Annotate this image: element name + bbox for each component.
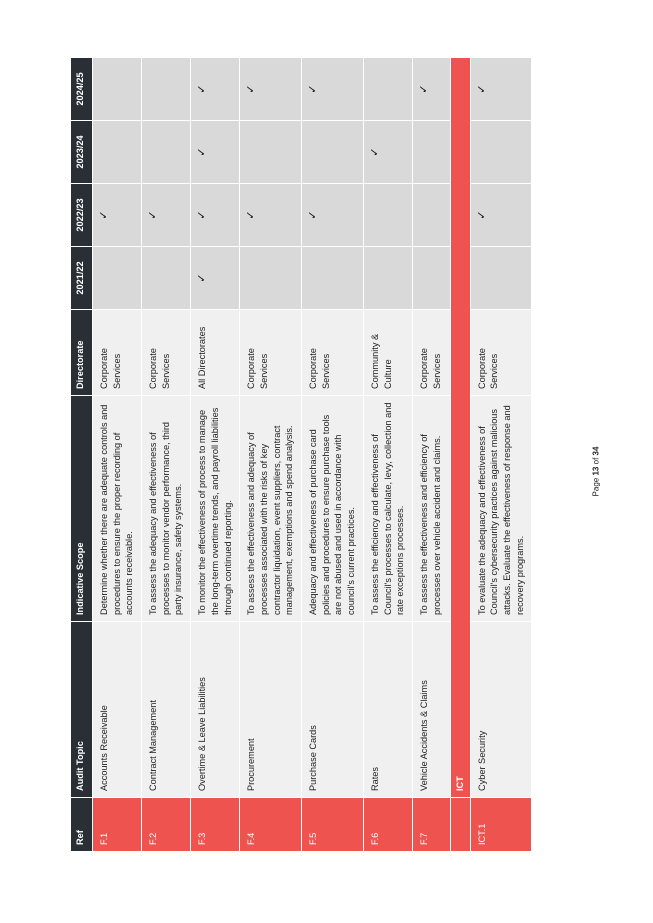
topic-cell: Overtime & Leave Liabilities — [191, 622, 240, 798]
year-cell — [363, 121, 412, 184]
year-cell — [93, 58, 142, 121]
topic-cell: Vehicle Accidents & Claims — [413, 622, 451, 798]
directorate-cell: All Directorates — [191, 310, 240, 396]
col-header-year: 2023/24 — [71, 121, 93, 184]
year-cell — [470, 247, 532, 310]
year-cell — [191, 58, 240, 121]
tick-icon: ✓ — [98, 210, 110, 220]
table-row — [301, 58, 363, 852]
col-header-year: 2021/22 — [71, 247, 93, 310]
tick-icon: ✓ — [245, 84, 258, 94]
scope-cell: To assess the effectiveness and adequacy of processes associated with the risks of key contractor liquidation, event suppliers, contract management, exemptions and spend analysis. — [240, 396, 302, 622]
tick-icon: ✓ — [196, 273, 209, 283]
tick-icon: ✓ — [245, 210, 258, 220]
year-cell — [470, 184, 532, 247]
year-cell — [93, 247, 142, 310]
tick-icon: ✓ — [475, 84, 488, 94]
table-row — [240, 58, 302, 852]
ref-cell: F.5 — [301, 798, 363, 852]
directorate-cell: Corporate Services — [301, 310, 363, 396]
scope-cell: To evaluate the adequacy and effectiveness of Council's cybersecurity practices against malicious attacks. Evaluate the effectiveness of response and recovery programs. — [470, 396, 532, 622]
section-ref-cell — [451, 798, 471, 852]
year-cell — [191, 247, 240, 310]
table-row — [413, 58, 451, 852]
directorate-cell: Community & Culture — [363, 310, 412, 396]
year-cell — [470, 58, 532, 121]
tick-icon: ✓ — [147, 210, 160, 220]
topic-cell: Rates — [363, 622, 412, 798]
section-label: ICT — [451, 58, 471, 798]
rotated-table-wrapper — [70, 58, 525, 852]
tick-icon: ✓ — [196, 210, 209, 220]
table-row — [470, 58, 532, 852]
ref-cell: F.2 — [142, 798, 191, 852]
ref-cell: F.1 — [93, 798, 142, 852]
table-row — [93, 58, 142, 852]
year-cell — [301, 184, 363, 247]
year-cell — [240, 58, 302, 121]
year-cell — [191, 184, 240, 247]
page-of-label: of — [591, 457, 601, 465]
year-cell — [240, 247, 302, 310]
col-header-topic: Audit Topic — [71, 622, 93, 798]
scope-cell: To assess the adequacy and effectiveness of processes to monitor vendor performance, third party insurance, safety systems. — [142, 396, 191, 622]
directorate-cell: Corporate Services — [413, 310, 451, 396]
page-current: 13 — [591, 466, 601, 476]
scope-cell: To assess the efficiency and effectiveness of Council's processes to calculate, levy, collection and rate exceptions processes. — [363, 396, 412, 622]
scope-cell: To monitor the effectiveness of process to manage the long-term overtime trends, and payroll liabilities through continued reporting. — [191, 396, 240, 622]
table-row — [363, 58, 412, 852]
topic-cell: Procurement — [240, 622, 302, 798]
year-cell — [413, 184, 451, 247]
page-label: Page — [591, 477, 601, 497]
table-row — [191, 58, 240, 852]
year-cell — [470, 121, 532, 184]
topic-cell: Cyber Security — [470, 622, 532, 798]
directorate-cell: Corporate Services — [93, 310, 142, 396]
audit-plan-table — [70, 57, 532, 852]
year-cell — [363, 247, 412, 310]
year-cell — [142, 247, 191, 310]
section-row — [451, 58, 471, 852]
ref-cell: ICT.1 — [470, 798, 532, 852]
table-body — [93, 58, 532, 852]
year-cell — [301, 247, 363, 310]
scope-cell: Determine whether there are adequate controls and procedures to ensure the proper recording of accounts receivable. — [93, 396, 142, 622]
col-header-directorate: Directorate — [71, 310, 93, 396]
ref-cell: F.6 — [363, 798, 412, 852]
table-header-row — [71, 58, 93, 852]
year-cell — [363, 58, 412, 121]
year-cell — [191, 121, 240, 184]
scope-cell: To assess the effectiveness and efficiency of processes over vehicle accident and claims. — [413, 396, 451, 622]
year-cell — [240, 184, 302, 247]
tick-icon: ✓ — [196, 147, 209, 157]
ref-cell: F.3 — [191, 798, 240, 852]
col-header-year: 2022/23 — [71, 184, 93, 247]
year-cell — [93, 184, 142, 247]
tick-icon: ✓ — [306, 210, 319, 220]
year-cell — [142, 58, 191, 121]
col-header-scope: Indicative Scope — [71, 396, 93, 622]
tick-icon: ✓ — [475, 210, 488, 220]
topic-cell: Contract Management — [142, 622, 191, 798]
year-cell — [301, 121, 363, 184]
tick-icon: ✓ — [368, 147, 381, 157]
year-cell — [413, 58, 451, 121]
year-cell — [413, 247, 451, 310]
table-row — [142, 58, 191, 852]
rotated-page — [70, 58, 525, 852]
col-header-ref: Ref — [71, 798, 93, 852]
directorate-cell: Corporate Services — [142, 310, 191, 396]
year-cell — [93, 121, 142, 184]
year-cell — [240, 121, 302, 184]
year-cell — [413, 121, 451, 184]
page-number-text — [592, 442, 601, 502]
directorate-cell: Corporate Services — [240, 310, 302, 396]
scope-cell: Adequacy and effectiveness of purchase card policies and procedures to ensure purchase tools are not abused and used in accordance with council's current practices. — [301, 396, 363, 622]
year-cell — [363, 184, 412, 247]
year-cell — [142, 184, 191, 247]
tick-icon: ✓ — [306, 84, 319, 94]
topic-cell: Accounts Receivable — [93, 622, 142, 798]
page-total: 34 — [591, 446, 601, 456]
ref-cell: F.4 — [240, 798, 302, 852]
ref-cell: F.7 — [413, 798, 451, 852]
year-cell — [142, 121, 191, 184]
topic-cell: Purchase Cards — [301, 622, 363, 798]
directorate-cell: Corporate Services — [470, 310, 532, 396]
col-header-year: 2024/25 — [71, 58, 93, 121]
tick-icon: ✓ — [418, 84, 430, 94]
year-cell — [301, 58, 363, 121]
tick-icon: ✓ — [196, 84, 209, 94]
